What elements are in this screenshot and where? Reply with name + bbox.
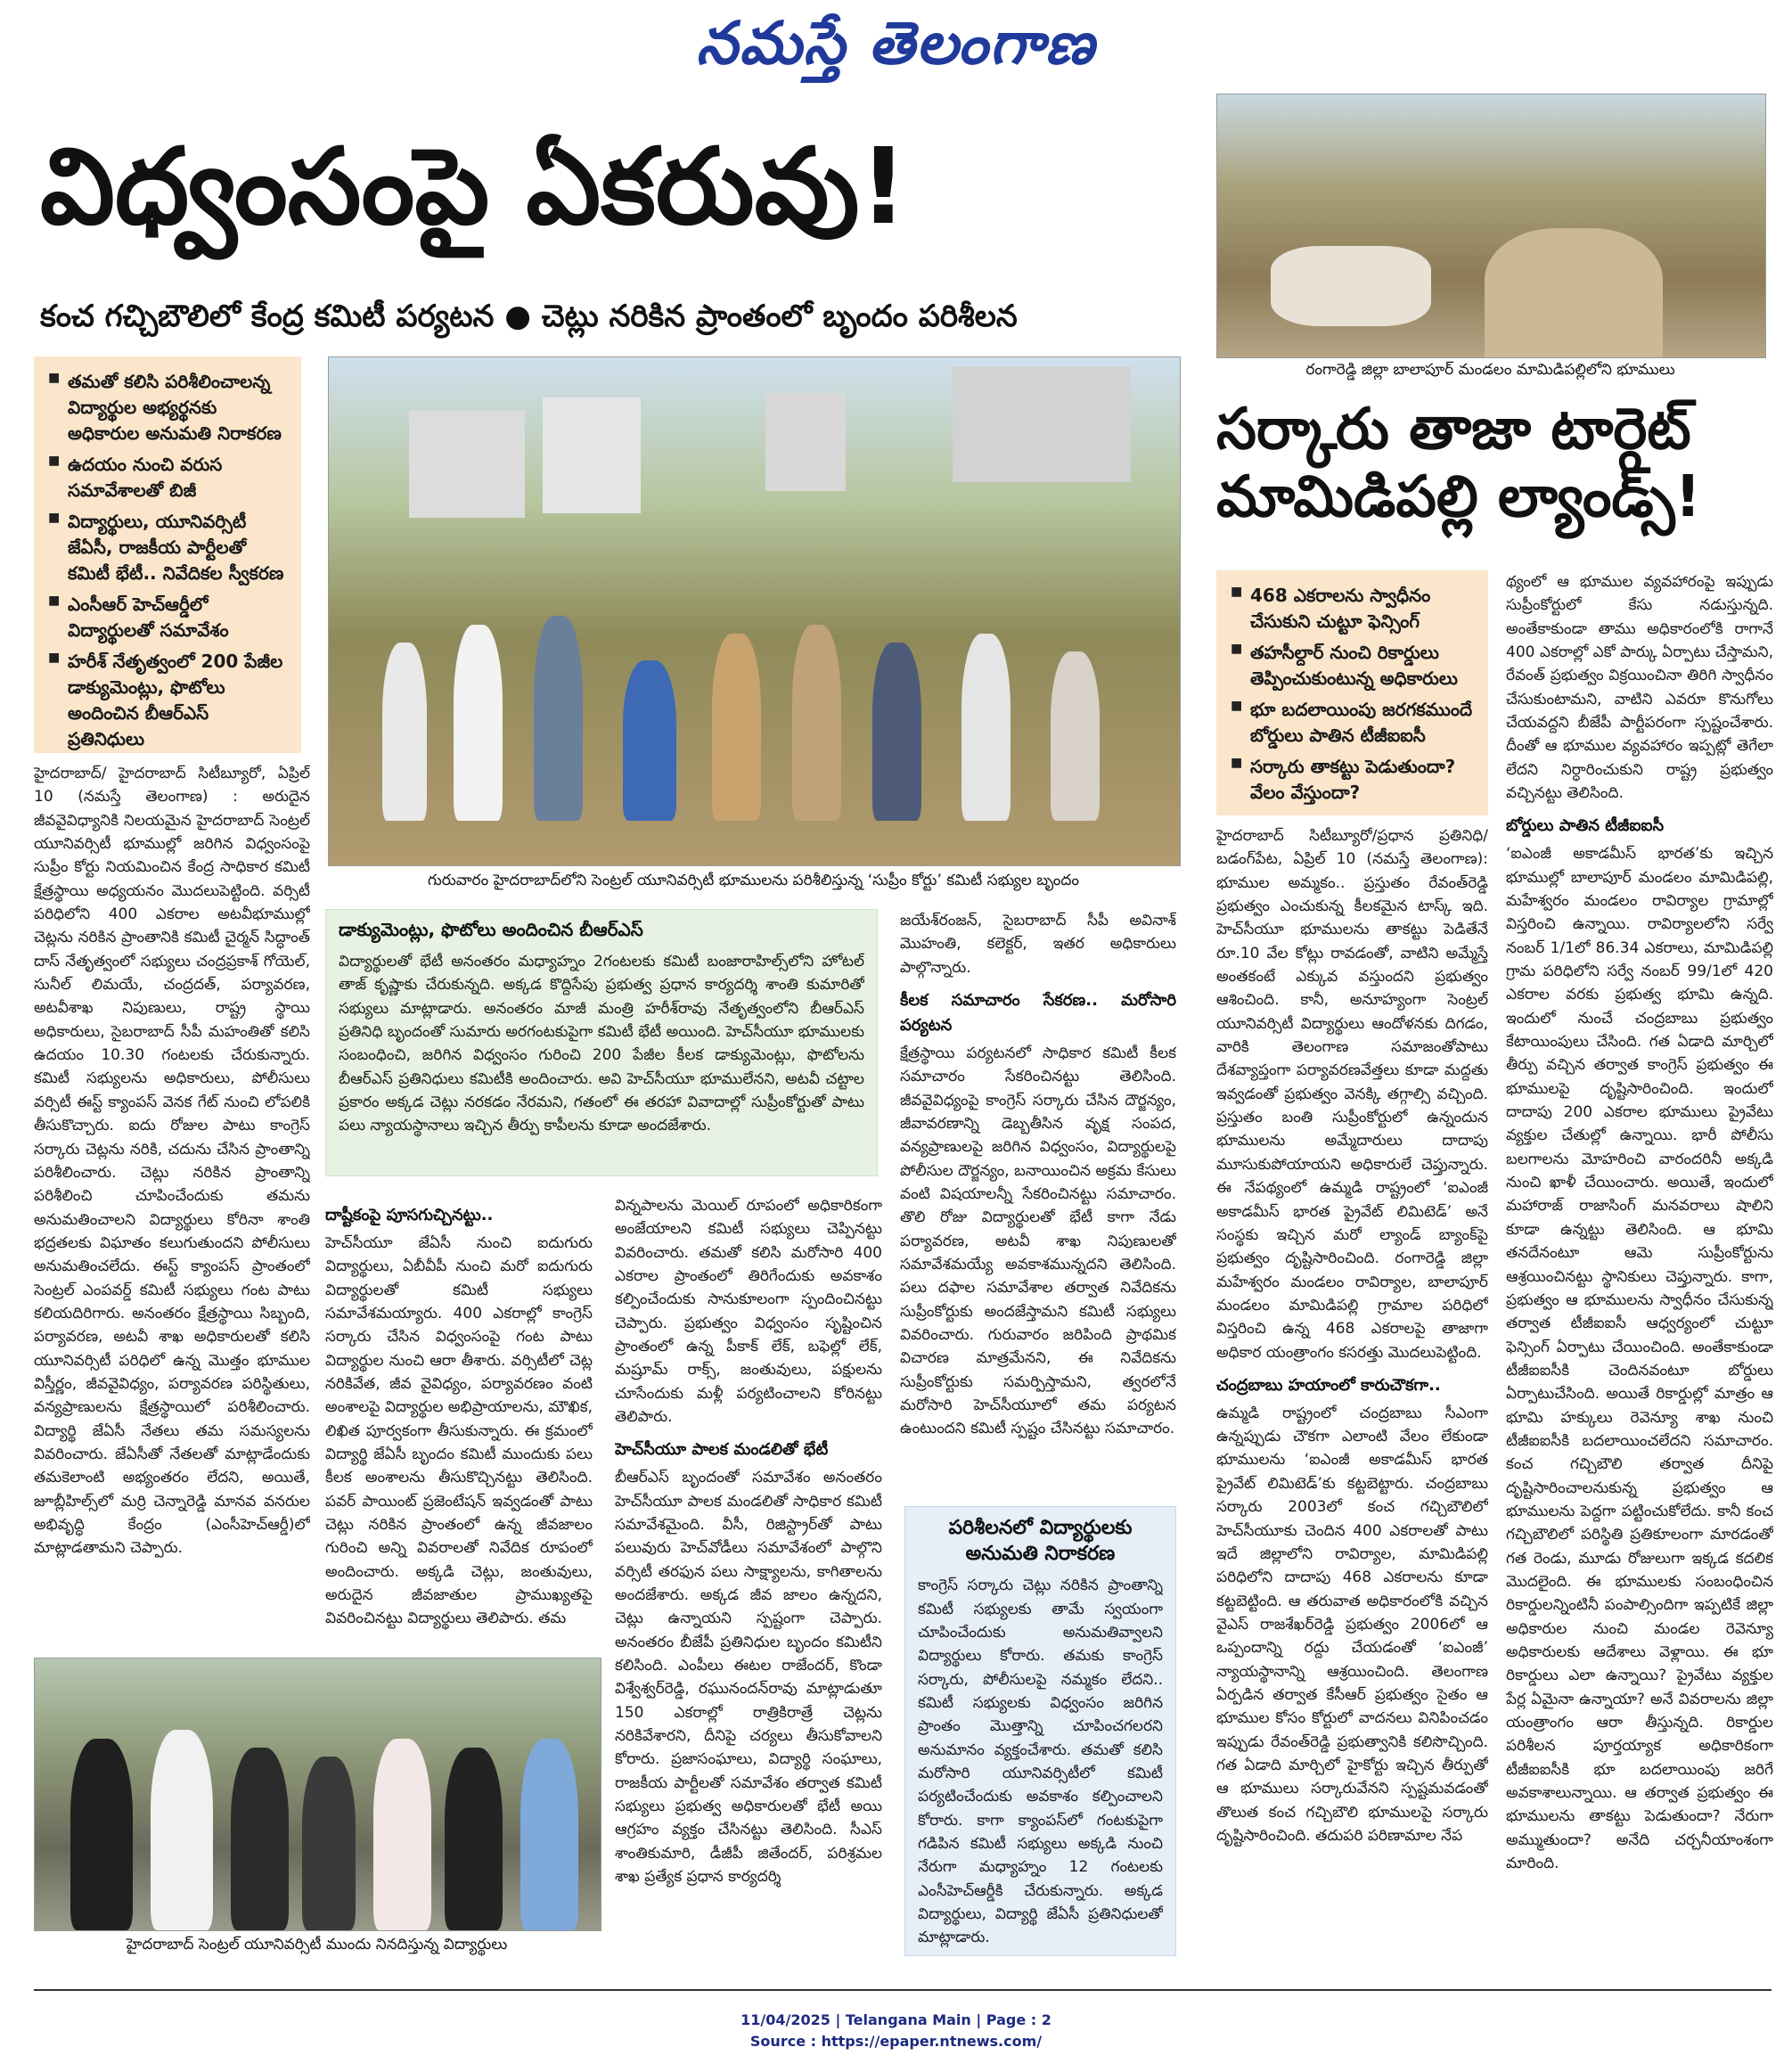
section-text: క్షేత్రస్థాయి పర్యటనలో సాధికార కమిటీ కీలక సమాచారం సేకరించినట్టు తెలిసింది. జీవవైవిధ్యంపై కాంగ్రెస్ సర్కారు చేసిన దౌర్జన్యం, జీవావరణాన్ని డెబ్బతీసిన వృక్ష సంపద, వన్యప్రాణులపై జరిగిన విధ్వంసం, విద్యార్థులపై పోలీసుల దౌర్జన్యం, బనాయించిన అక్రమ కేసులు వంటి విషయాలన్నీ సేకరించినట్టు సమాచారం. తొలి రోజు విద్యార్థులతో భేటీ కాగా నేడు పర్యావరణ, అటవీ శాఖ నిపుణులతో సమావేశమయ్యే అవకాశమున్నదని తెలిసింది. పలు దఫాల సమావేశాల తర్వాత నివేదికను సుప్రీంకోర్టుకు అందజేస్తామని కమిటీ సభ్యులు వివరించారు. గురువారం జరిపింది ప్రాథమిక విచారణ మాత్రమేనని, ఈ నివేదికను సుప్రీంకోర్టుకు సమర్పిస్తామని, త్వరలోనే మరోసారి హెచ్‌సీయూలో తమ పర్యటన ఉంటుందని కమిటీ స్పష్టం చేసినట్టు సమాచారం. bbox=[900, 1044, 1176, 1438]
side-headline-line-1: సర్కారు తాజా టార్గెట్ bbox=[1216, 397, 1691, 463]
highlight-item: ■ తమతో కలిసి పరిశీలించాలన్న విద్యార్థుల అభ్యర్థనకు అధికారుల అనుమతి నిరాకరణ bbox=[48, 369, 287, 446]
subhead-bullet-icon: ● bbox=[504, 299, 542, 334]
article-column-2 bbox=[325, 1194, 593, 1658]
rocks bbox=[1271, 246, 1431, 326]
subhead-part-2: చెట్లు నరికిన ప్రాంతంలో బృందం పరిశీలన bbox=[541, 299, 1018, 334]
section-text: విన్నపాలను మెయిల్ రూపంలో అధికారికంగా అంజేయాలని కమిటీ సభ్యులు చెప్పినట్టు వివరించారు. తమతో కలిసి మరోసారి 400 ఎకరాల ప్రాంతంలో తిరిగేందుకు అవకాశం కల్పించేందుకు సానుకూలంగా స్పందించినట్టు చెప్పారు. ప్రభుత్వం విధ్వంసం సృష్టించిన ప్రాంతంలో ఉన్న పీకాక్ లేక్, బఫెల్లో లేక్, మష్రూమ్ రాక్స్, జంతువులు, పక్షులను చూసేందుకు మళ్లీ పర్యటించాలని కోరినట్టు తెలిపారు. bbox=[615, 1197, 882, 1427]
main-subhead bbox=[40, 299, 1190, 341]
path bbox=[1485, 228, 1663, 357]
footer bbox=[0, 2010, 1792, 2052]
subhead-part-1: కంచ గచ్చిబౌలిలో కేంద్ర కమిటీ పర్యటన bbox=[40, 299, 495, 334]
highlight-item: ■ ఉదయం నుంచి వరుస సమావేశాలతో బిజీ bbox=[48, 452, 287, 504]
footer-rule bbox=[34, 1989, 1772, 1991]
building-2 bbox=[543, 397, 641, 513]
section-text: థ్యంలో ఆ భూముల వ్యవహారంపై ఇప్పుడు సుప్రీంకోర్టులో కేసు నడుస్తున్నది. అంతేకాకుండా తాము అధికారంలోకి రాగానే 400 ఎకరాల్లో ఎకో పార్కు ఏర్పాటు చేస్తామని, రేవంత్ ప్రభుత్వం విక్రయించినా తిరిగి స్వాధీనం చేసుకుంటామని, వాటిని ఎవరూ కొనుగోలు చేయవద్దని బీజేపీ పార్టీపరంగా స్పష్టంచేశారు. దీంతో ఆ భూముల వ్యవహారం ఇప్పట్లో తెగేలా లేదని నిర్ధారించుకుని రాష్ట్ర ప్రభుత్వం వచ్చినట్టు తెలిసింది. bbox=[1506, 573, 1773, 803]
students-protest-photo bbox=[34, 1658, 601, 1931]
building-1 bbox=[409, 411, 525, 518]
students-denied-box bbox=[904, 1506, 1176, 1956]
committee-photo-caption: గురువారం హైదరాబాద్‌లోని సెంట్రల్ యూనివర్సిటీ భూములను పరిశీలిస్తున్న ‘సుప్రీం కోర్టు’ కమిటీ సభ్యుల బృందం bbox=[427, 872, 1080, 889]
section-text: హెచ్‌సీయూ జేఏసీ నుంచి ఐదుగురు విద్యార్థులు, ఏబీవీపీ నుంచి మరో ఐదుగురు విద్యార్థులతో కమిటీ సభ్యులు సమావేశమయ్యారు. 400 ఎకరాల్లో కాంగ్రెస్ సర్కారు చేసిన విధ్వంసంపై గంట పాటు విద్యార్థుల నుంచి ఆరా తీశారు. వర్సిటీలో చెట్ల నరికివేత, జీవ వైవిధ్యం, పర్యావరణం వంటి అంశాలపై విద్యార్థుల అభిప్రాయాలను, మౌఖిక, లిఖిత పూర్వకంగా తీసుకున్నారు. ఈ క్రమంలో విద్యార్థి జేఏసీ బృందం కమిటీ ముందుకు పలు కీలక అంశాలను తీసుకొచ్చినట్టు తెలిసింది. పవర్ పాయింట్ ప్రజెంటేషన్ ఇవ్వడంతో పాటు చెట్లు నరికిన ప్రాంతంలో ఉన్న జీవజాలం గురించి అన్ని వివరాలతో నివేదిక రూపంలో అందించారు. అక్కడి చెట్లు, జంతువులు, అరుదైన జీవజాతుల ప్రాముఖ్యతపై వివరించినట్టు విద్యార్థులు తెలిపారు. తమ bbox=[325, 1233, 593, 1628]
students-denied-title: పరిశీలనలో విద్యార్థులకు అనుమతి నిరాకరణ bbox=[948, 1517, 1133, 1565]
side-column-a bbox=[1216, 824, 1488, 1956]
building-3 bbox=[765, 393, 846, 491]
footer-date-page: 11/04/2025 | Telangana Main | Page : 2 bbox=[741, 2011, 1051, 2028]
side-highlight-item: ■ భూ బదలాయింపు జరగకముందే బోర్డులు పాతిన టీజీఐఐసీ bbox=[1231, 697, 1474, 749]
section-title: కీలక సమాచారం సేకరణ.. మరోసారి పర్యటన bbox=[900, 991, 1176, 1035]
building-4 bbox=[953, 366, 1131, 482]
section-text: హైదరాబాద్ సిటీబ్యూరో/ప్రధాన ప్రతినిధి/బడంగ్‌పేట, ఏప్రిల్ 10 (నమస్తే తెలంగాణ): భూముల అమ్మకం.. ప్రస్తుతం రేవంత్‌రెడ్డి ప్రభుత్వం ఎంచుకున్న కీలకమైన టాస్క్ ఇది. హెచ్‌సీయూ భూములను తాకట్టు పెడితేనే రూ.10 వేల కోట్లు రావడంతో, వాటిని అమ్మేస్తే అంతకంటే ఎక్కువ వస్తుందని ప్రభుత్వం ఆశించింది. కానీ, అనూహ్యంగా సెంట్రల్ యూనివర్సిటీ విద్యార్థులు ఆందోళనకు దిగడం, వారికి తెలంగాణ సమాజంతోపాటు దేశవ్యాప్తంగా పర్యావరణవేత్తలు కూడా మద్దతు ఇవ్వడంతో ప్రభుత్వం వెనక్కి తగ్గాల్సి వచ్చింది. ప్రస్తుతం బంతి సుప్రీంకోర్టులో ఉన్నందున భూములను అమ్మేదారులు దాదాపు మూసుకుపోయాయని అధికారులే చెప్తున్నారు. ఈ నేపథ్యంలో ఉమ్మడి రాష్ట్రంలో ‘ఐఎంజీ అకాడమీస్ భారత ప్రైవేట్ లిమిటెడ్’ అనే సంస్థకు ఇచ్చిన మరో ల్యాండ్ బ్యాంక్‌పై ప్రభుత్వం దృష్టిసారించింది. రంగారెడ్డి జిల్లా మహేశ్వరం మండలం రావిర్యాల, బాలాపూర్ మండలం మామిడిపల్లి గ్రామాల పరిధిలో విస్తరించి ఉన్న 468 ఎకరాలపై తాజాగా అధికార యంత్రాంగం కసరత్తు మొదలుపెట్టింది. bbox=[1216, 827, 1488, 1362]
main-headline: విధ్వంసంపై ఏకరువు! bbox=[40, 125, 908, 248]
section-text: ఉమ్మడి రాష్ట్రంలో చంద్రబాబు సీఎంగా ఉన్నప్పుడు చౌకగా ఎలాంటి వేలం లేకుండా భూములను ‘ఐఎంజీ అకాడమీస్ భారత ప్రైవేట్ లిమిటెడ్’కు కట్టబెట్టారు. చంద్రబాబు సర్కారు 2003లో కంచ గచ్చిబౌలిలో హెచ్‌సీయూకు చెందిన 400 ఎకరాలతో పాటు ఇదే జిల్లాలోని రావిర్యాల, మామిడిపల్లి పరిధిలోని దాదాపు 468 ఎకరాలను కూడా కట్టబెట్టింది. ఆ తరువాత అధికారంలోకి వచ్చిన వైఎస్ రాజశేఖర్‌రెడ్డి ప్రభుత్వం 2006లో ఆ ఒప్పందాన్ని రద్దు చేయడంతో ‘ఐఎంజీ’ న్యాయస్థానాన్ని ఆశ్రయించింది. తెలంగాణ ఏర్పడిన తర్వాత కేసీఆర్ ప్రభుత్వం సైతం ఆ భూముల కోసం కోర్టులో వాదనలు వినిపించడం ఇప్పుడు రేవంత్‌రెడ్డి ప్రభుత్వానికి కలిసొచ్చింది. గత ఏడాది మార్చిలో హైకోర్టు ఇచ్చిన తీర్పుతో ఆ భూములు సర్కారువేనని స్పష్టమవడంతో తొలుత కంచ గచ్చిబౌలి భూములపై సర్కారు దృష్టిసారించింది. తదుపరి పరిణామాల నేప bbox=[1216, 1404, 1488, 1845]
side-highlight-item: ■ 468 ఎకరాలను స్వాధీనం చేసుకుని చుట్టూ ఫెన్సింగ్ bbox=[1231, 583, 1474, 635]
section-text: జయేశ్‌రంజన్, సైబరాబాద్ సీపీ అవినాశ్ మొహంతి, కలెక్టర్, ఇతర అధికారులు పాల్గొన్నారు. bbox=[900, 912, 1176, 977]
side-highlight-item: ■ తహసీల్దార్ నుంచి రికార్డులు తెప్పించుకుంటున్న అధికారులు bbox=[1231, 640, 1474, 692]
highlights-box bbox=[34, 356, 301, 753]
brs-documents-box bbox=[325, 909, 878, 1176]
students-protest-caption: హైదరాబాద్ సెంట్రల్ యూనివర్సిటీ ముందు నినదిస్తున్న విద్యార్థులు bbox=[126, 1936, 508, 1953]
crowd bbox=[356, 607, 1122, 821]
side-column-b bbox=[1506, 570, 1773, 1956]
section-title: చంద్రబాబు హయాంలో కారుచౌకగా.. bbox=[1216, 1375, 1441, 1395]
mamidipally-photo-caption: రంగారెడ్డి జిల్లా బాలాపూర్ మండలం మామిడిపల్లిలోని భూములు bbox=[1305, 361, 1675, 379]
highlight-item: ■ విద్యార్థులు, యూనివర్సిటీ జేఏసీ, రాజకీయ పార్టీలతో కమిటీ భేటీ.. నివేదికల స్వీకరణ bbox=[48, 509, 287, 586]
section-text: బీఆర్‌ఎస్ బృందంతో సమావేశం అనంతరం హెచ్‌సీయూ పాలక మండలితో సాధికార కమిటీ సమావేశమైంది. వీసీ, రిజిస్ట్రార్‌తో పాటు పలువురు హెచ్‌వోడీలు సమావేశంలో పాల్గొని వర్సిటీ తరఫున పలు సాక్ష్యాలను, కాగితాలను అందజేశారు. అక్కడ జీవ జాలం ఉన్నదని, చెట్లు ఉన్నాయని స్పష్టంగా చెప్పారు. అనంతరం బీజేపీ ప్రతినిధుల బృందం కమిటీని కలిసింది. ఎంపీలు ఈటల రాజేందర్, కొండా విశ్వేశ్వర్‌రెడ్డి, రఘునందన్‌రావు మాట్లాడుతూ 150 ఎకరాల్లో రాత్రికిరాత్రే చెట్లను నరికివేశారని, దీనిపై చర్యలు తీసుకోవాలని కోరారు. ప్రజాసంఘాలు, విద్యార్థి సంఘాలు, రాజకీయ పార్టీలతో సమావేశం తర్వాత కమిటీ సభ్యులు ప్రభుత్వ అధికారులతో భేటీ అయి ఆగ్రహం వ్యక్తం చేసినట్టు తెలిసింది. సీఎస్ శాంతికుమారి, డీజీపీ జితేందర్, పరిశ్రమల శాఖ ప్రత్యేక ప్రధాన కార్యదర్శి bbox=[615, 1469, 882, 1887]
section-title: బోర్డులు పాతిన టీజీఐఐసీ bbox=[1506, 816, 1665, 836]
committee-photo bbox=[328, 356, 1181, 866]
section-text: ‘ఐఎంజీ అకాడమీస్ భారత’కు ఇచ్చిన భూముల్లో బాలాపూర్ మండలం మామిడిపల్లి, మహేశ్వరం మండలం రావిర్యాల గ్రామాల్లో విస్తరించి ఉన్నాయి. రావిర్యాలలోని సర్వే నంబర్ 1/1లో 86.34 ఎకరాలు, మామిడిపల్లి గ్రామ పరిధిలోని సర్వే నంబర్ 99/1లో 420 ఎకరాల వరకు ప్రభుత్వ భూమి ఉన్నది. ఇందులో నుంచే చంద్రబాబు ప్రభుత్వం కేటాయింపులు చేసింది. గత ఏడాది మార్చిలో తీర్పు వచ్చిన తర్వాత కాంగ్రెస్ ప్రభుత్వం ఈ భూములపై దృష్టిసారించింది. ఇందులో దాదాపు 200 ఎకరాల భూములు ప్రైవేటు వ్యక్తుల చేతుల్లో ఉన్నాయి. భారీ పోలీసు బలగాలను మోహరించి వారందరినీ అక్కడి నుంచి ఖాళీ చేయించారు. అయితే, ఇందులో మహారాజ్ రాజాసింగ్ మనవరాలు షాలిని కూడా ఉన్నట్టు తెలిసింది. ఆ భూమి తనదేనంటూ ఆమె సుప్రీంకోర్టును ఆశ్రయించినట్టు స్థానికులు చెప్తున్నారు. కాగా, ప్రభుత్వం ఆ భూములను స్వాధీనం చేసుకున్న తర్వాత టీజీఐఐసీ ఆధ్వర్యంలో చుట్టూ ఫెన్సింగ్ ఏర్పాటు చేయించింది. అంతేకాకుండా టీజీఐఐసీకి చెందినవంటూ బోర్డులు ఏర్పాటుచేసింది. అయితే రికార్డుల్లో మాత్రం ఆ భూమి హక్కులు రెవెన్యూ శాఖ నుంచి టీజీఐఐసీకి బదలాయించలేదని సమాచారం. కంచ గచ్చిబౌలి తర్వాత దీనిపై దృష్టిసారించాలనుకున్న ప్రభుత్వం ఆ భూములను పెద్దగా పట్టించుకోలేదు. కానీ కంచ గచ్చిబౌలిలో పరిస్థితి ప్రతికూలంగా మారడంతో గత రెండు, మూడు రోజులుగా ఇక్కడ కదలిక మొదలైంది. ఈ భూములకు సంబంధించిన రికార్డులన్నింటినీ పంపాల్సిందిగా ఇప్పటికే జిల్లా అధికారుల నుంచి మండల రెవెన్యూ అధికారులకు ఆదేశాలు వెళ్లాయి. ఈ భూ రికార్డులు ఎలా ఉన్నాయి? ప్రైవేటు వ్యక్తుల పేర్ల ఏమైనా ఉన్నాయా? అనే వివరాలను జిల్లా యంత్రాంగం ఆరా తీస్తున్నది. రికార్డుల పరిశీలన పూర్తయ్యాక అధికారికంగా టీజీఐఐసీకి భూ బదలాయింపు జరిగే అవకాశాలున్నాయి. ఆ తర్వాత ప్రభుత్వం ఈ భూములను తాకట్టు పెడుతుందా? నేరుగా అమ్ముతుందా? అనేది చర్చనీయాంశంగా మారింది. bbox=[1506, 845, 1773, 1873]
section-title: దాష్టీకంపై పూసగుచ్చినట్టు.. bbox=[325, 1206, 494, 1224]
footer-source-link[interactable]: Source : https://epaper.ntnews.com/ bbox=[749, 2033, 1043, 2050]
article-column-4 bbox=[900, 909, 1176, 1470]
side-headline-line-2: మామిడిపల్లి ల్యాండ్స్! bbox=[1216, 463, 1701, 530]
side-highlight-item: ■ సర్కారు తాకట్టు పెడుతుందా? వేలం వేస్తుందా? bbox=[1231, 754, 1474, 806]
brs-documents-title: డాక్యుమెంట్లు, ఫొటోలు అందించిన బీఆర్‌ఎస్ bbox=[339, 919, 643, 940]
students-denied-text: కాంగ్రెస్ సర్కారు చెట్లు నరికిన ప్రాంతాన్ని కమిటీ సభ్యులకు తామే స్వయంగా చూపించేందుకు అనుమతివ్వాలని విద్యార్థులు కోరారు. తమకు కాంగ్రెస్ సర్కారు, పోలీసులపై నమ్మకం లేదని.. కమిటీ సభ్యులకు విధ్వంసం జరిగిన ప్రాంతం మొత్తాన్ని చూపించగలరని అనుమానం వ్యక్తంచేశారు. తమతో కలిసి మరోసారి యూనివర్సిటీలో కమిటీ పర్యటించేందుకు అవకాశం కల్పించాలని కోరారు. కాగా క్యాంపస్‌లో గంటకుపైగా గడిపిన కమిటీ సభ్యులు అక్కడి నుంచి నేరుగా మధ్యాహ్నం 12 గంటలకు ఎంసీహెచ్‌ఆర్డీకి చేరుకున్నారు. అక్కడ విద్యార్థులు, విద్యార్థి జేఏసీ ప్రతినిధులతో మాట్లాడారు. bbox=[918, 1577, 1163, 1947]
article-column-1: హైదరాబాద్/ హైదరాబాద్ సిటీబ్యూరో, ఏప్రిల్ 10 (నమస్తే తెలంగాణ) : అరుదైన జీవవైవిధ్యానికి నిలయమైన హైదరాబాద్ సెంట్రల్ యూనివర్సిటీ భూముల్లో జరిగిన విధ్వంసంపై సుప్రీం కోర్టు నియమించిన కేంద్ర సాధికార కమిటీ క్షేత్రస్థాయి అధ్యయనం మొదలుపెట్టింది. వర్సిటీ పరిధిలోని 400 ఎకరాల అటవీభూముల్లో చెట్లను నరికిన ప్రాంతానికి కమిటీ చైర్మన్ సిద్ధాంత్ దాస్ నేతృత్వంలో సభ్యులు చంద్రప్రకాశ్ గోయెల్, సునీల్ లిమయే, చంద్రదత్, పర్యావరణ, అటవీశాఖ నిపుణులు, రాష్ట్ర స్థాయి అధికారులు, సైబరాబాద్ సీపీ మహంతితో కలిసి ఉదయం 10.30 గంటలకు చేరుకున్నారు. కమిటీ సభ్యులను అధికారులు, పోలీసులు వర్సిటీ ఈస్ట్ క్యాంపస్ వెనక గేట్ నుంచి లోపలికి తీసుకొచ్చారు. ఐదు రోజుల పాటు కాంగ్రెస్ సర్కారు చెట్లను నరికి, చదును చేసిన ప్రాంతాన్ని పరిశీలించారు. చెట్లు నరికిన ప్రాంతాన్ని పరిశీలించి చూపించేందుకు తమను అనుమతించాలని విద్యార్థులు కోరినా శాంతి భద్రతలకు విఘాతం కలుగుతుందని పోలీసులు అనుమతించలేదు. ఈస్ట్ క్యాంపస్ ప్రాంతంలో సెంట్రల్ ఎంపవర్డ్ కమిటీ సభ్యులు గంట పాటు కలియదిరిగారు. అనంతరం క్షేత్రస్థాయి సిబ్బంది, పర్యావరణ, అటవీ శాఖ అధికారులతో కలిసి యూనివర్సిటీ పరిధిలో ఉన్న మొత్తం భూముల విస్తీర్ణం, జీవవైవిధ్యం, పర్యావరణ పరిస్థితులు, వన్యప్రాణులను క్షేత్రస్థాయిలో పరిశీలించారు. విద్యార్థి జేఏసీ నేతలు తమ సమస్యలను వివరించారు. జేఏసీతో నేతలతో మాట్లాడేందుకు తమకెలాంటి అభ్యంతరం లేదని, అయితే, జూబ్లీహిల్స్‌లో మర్రి చెన్నారెడ్డి మానవ వనరుల అభివృద్ధి కేంద్రం (ఎంసీహెచ్‌ఆర్డీ)లో మాట్లాడతామని చెప్పారు. bbox=[34, 765, 310, 1558]
mamidipally-land-photo bbox=[1216, 94, 1766, 358]
brs-documents-text: విద్యార్థులతో భేటీ అనంతరం మధ్యాహ్నం 2గంటలకు కమిటీ బంజారాహిల్స్‌లోని హోటల్ తాజ్ కృష్ణాకు చేరుకున్నది. అక్కడ కొద్దిసేపు ప్రభుత్వ ప్రధాన కార్యదర్శి శాంతి కుమారితో సభ్యులు మాట్లాడారు. అనంతరం మాజీ మంత్రి హరీశ్‌రావు నేతృత్వంలోని బీఆర్‌ఎస్ ప్రతినిధి బృందంతో సుమారు అరగంటకుపైగా కమిటీ భేటీ అయింది. హెచ్‌సీయూ భూములకు సంబంధించి, జరిగిన విధ్వంసం గురించి 200 పేజీల కీలక డాక్యుమెంట్లు, ఫొటోలను బీఆర్‌ఎస్ ప్రతినిధులు కమిటీకి అందించారు. అవి హెచ్‌సీయూ భూములేనని, అటవీ చట్టాల ప్రకారం అక్కడ చెట్లు నరకడం నేరమని, గతంలో ఈ తరహా వివాదాల్లో సుప్రీంకోర్టుతో పాటు పలు న్యాయస్థానాలు ఇచ్చిన తీర్పు కాపీలను కూడా అందజేశారు. bbox=[339, 953, 864, 1135]
article-column-3 bbox=[615, 1194, 882, 1961]
section-title: హెచ్‌సీయూ పాలక మండలితో భేటీ bbox=[615, 1440, 829, 1460]
side-headline bbox=[1216, 397, 1773, 531]
side-highlights-box bbox=[1216, 570, 1488, 815]
highlight-item: ■ హరీశ్ నేతృత్వంలో 200 పేజీల డాక్యుమెంట్లు, ఫొటోలు అందించిన బీఆర్‌ఎస్ ప్రతినిధులు bbox=[48, 649, 287, 752]
highlight-item: ■ ఎంసీఆర్ హెచ్‌ఆర్డీలో విద్యార్థులతో సమావేశం bbox=[48, 592, 287, 643]
masthead-logo: నమస్తే తెలంగాణ bbox=[696, 9, 1096, 78]
